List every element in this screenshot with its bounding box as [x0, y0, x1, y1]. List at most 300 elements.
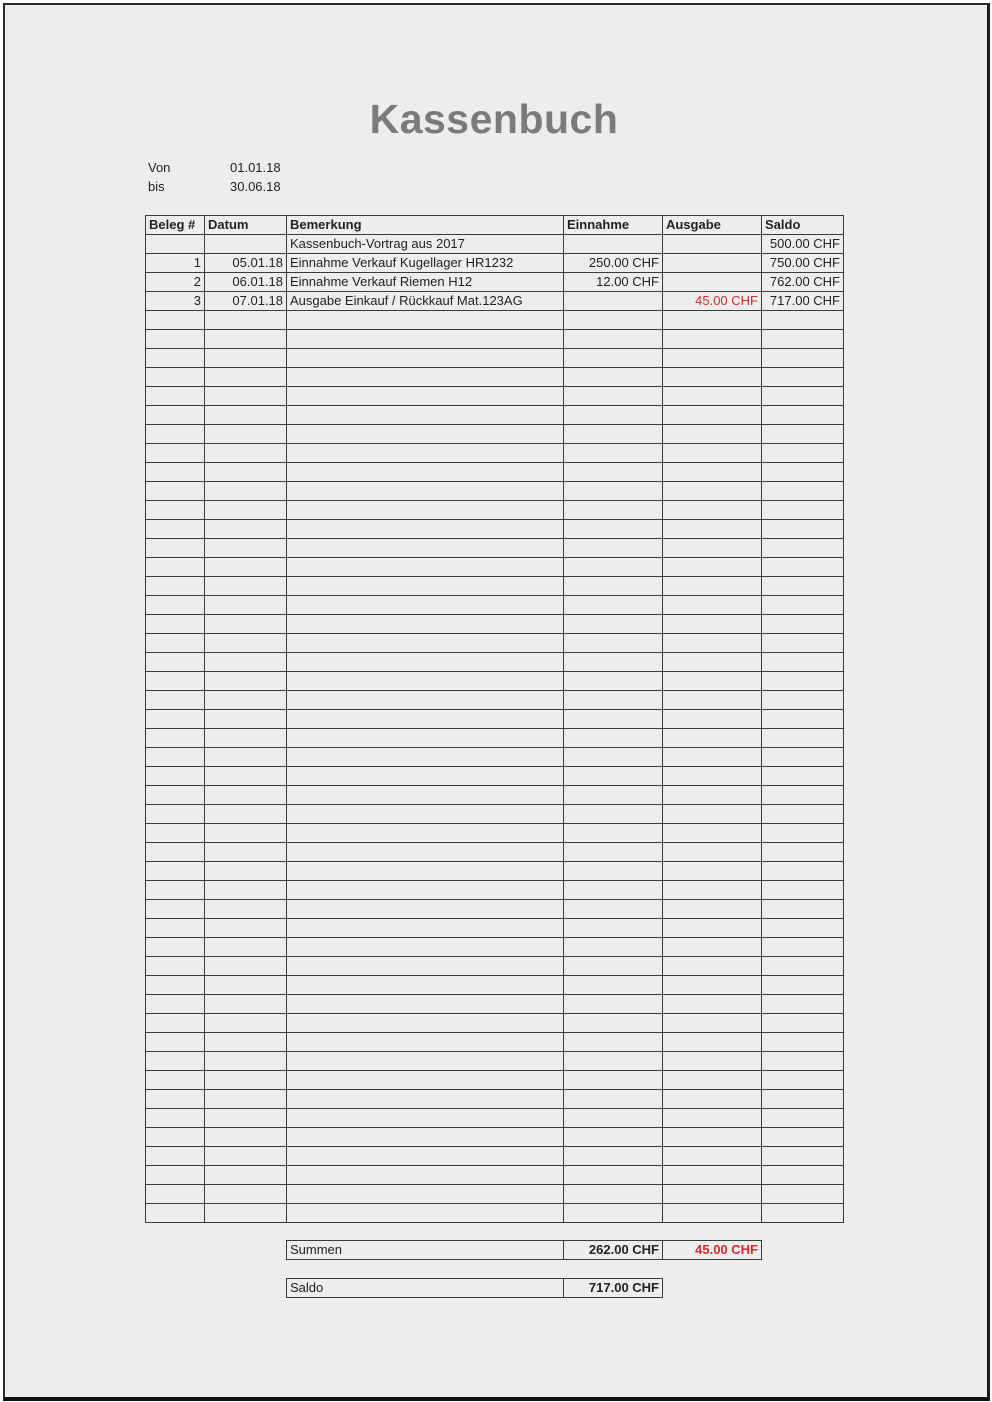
cell-beleg	[146, 406, 205, 425]
cell-saldo	[762, 1147, 844, 1166]
cell-datum	[205, 520, 287, 539]
cell-bemerkung: Ausgabe Einkauf / Rückkauf Mat.123AG	[287, 292, 564, 311]
cell-datum	[205, 1147, 287, 1166]
cell-datum	[205, 786, 287, 805]
empty-table-row	[146, 482, 844, 501]
cell-beleg	[146, 824, 205, 843]
cell-bemerkung	[287, 482, 564, 501]
cell-bemerkung	[287, 1147, 564, 1166]
cell-saldo	[762, 539, 844, 558]
cell-einnahme	[564, 843, 663, 862]
cell-beleg	[146, 1128, 205, 1147]
table-row	[146, 273, 844, 292]
cell-saldo	[762, 368, 844, 387]
cell-einnahme	[564, 349, 663, 368]
cell-bemerkung	[287, 786, 564, 805]
empty-table-row	[146, 1033, 844, 1052]
cell-bemerkung	[287, 634, 564, 653]
cell-beleg	[146, 843, 205, 862]
cell-beleg	[146, 1033, 205, 1052]
cell-einnahme	[564, 862, 663, 881]
empty-table-row	[146, 444, 844, 463]
empty-table-row	[146, 634, 844, 653]
empty-table-row	[146, 672, 844, 691]
cell-ausgabe	[663, 767, 762, 786]
cell-einnahme	[564, 653, 663, 672]
cell-ausgabe	[663, 938, 762, 957]
cell-bemerkung	[287, 425, 564, 444]
empty-table-row	[146, 843, 844, 862]
cell-datum	[205, 862, 287, 881]
cell-beleg	[146, 1090, 205, 1109]
empty-table-row	[146, 805, 844, 824]
cell-ausgabe	[663, 425, 762, 444]
cell-bemerkung	[287, 558, 564, 577]
cell-saldo	[762, 729, 844, 748]
cell-datum	[205, 919, 287, 938]
col-header-datum: Datum	[205, 216, 287, 235]
cell-beleg	[146, 539, 205, 558]
cell-saldo	[762, 881, 844, 900]
cell-saldo	[762, 786, 844, 805]
cell-ausgabe	[663, 1109, 762, 1128]
cell-einnahme	[564, 235, 663, 254]
cell-bemerkung	[287, 976, 564, 995]
cell-bemerkung	[287, 1109, 564, 1128]
cell-ausgabe	[663, 501, 762, 520]
cell-datum	[205, 1185, 287, 1204]
cell-datum	[205, 691, 287, 710]
cell-datum: 07.01.18	[205, 292, 287, 311]
cell-beleg	[146, 634, 205, 653]
cell-beleg	[146, 691, 205, 710]
cell-datum	[205, 1090, 287, 1109]
empty-table-row	[146, 615, 844, 634]
cell-bemerkung	[287, 710, 564, 729]
cell-ausgabe	[663, 786, 762, 805]
cell-datum	[205, 976, 287, 995]
cell-beleg	[146, 900, 205, 919]
cell-beleg	[146, 387, 205, 406]
cell-einnahme	[564, 368, 663, 387]
cell-beleg	[146, 235, 205, 254]
cell-bemerkung	[287, 938, 564, 957]
cell-einnahme	[564, 767, 663, 786]
cell-beleg	[146, 1166, 205, 1185]
cell-einnahme	[564, 539, 663, 558]
empty-table-row	[146, 1052, 844, 1071]
empty-table-row	[146, 919, 844, 938]
cell-einnahme	[564, 501, 663, 520]
cell-datum	[205, 843, 287, 862]
cell-saldo	[762, 615, 844, 634]
empty-table-row	[146, 349, 844, 368]
cell-ausgabe	[663, 596, 762, 615]
cell-datum	[205, 1033, 287, 1052]
cell-bemerkung	[287, 767, 564, 786]
cell-einnahme	[564, 995, 663, 1014]
cell-saldo	[762, 938, 844, 957]
cell-saldo	[762, 843, 844, 862]
cell-datum	[205, 235, 287, 254]
cell-ausgabe	[663, 691, 762, 710]
cell-ausgabe	[663, 615, 762, 634]
cell-saldo	[762, 1109, 844, 1128]
cell-beleg	[146, 995, 205, 1014]
empty-table-row	[146, 539, 844, 558]
cell-datum	[205, 881, 287, 900]
cell-saldo: 717.00 CHF	[762, 292, 844, 311]
cell-ausgabe	[663, 1185, 762, 1204]
empty-table-row	[146, 406, 844, 425]
cell-einnahme	[564, 463, 663, 482]
cell-einnahme	[564, 1014, 663, 1033]
empty-table-row	[146, 938, 844, 957]
cell-datum	[205, 995, 287, 1014]
cell-beleg	[146, 444, 205, 463]
cell-beleg	[146, 957, 205, 976]
cell-datum	[205, 539, 287, 558]
cell-beleg	[146, 729, 205, 748]
cell-saldo	[762, 634, 844, 653]
cell-datum	[205, 938, 287, 957]
cell-bemerkung	[287, 615, 564, 634]
cell-bemerkung	[287, 1128, 564, 1147]
cell-einnahme: 250.00 CHF	[564, 254, 663, 273]
empty-table-row	[146, 596, 844, 615]
summen-table	[286, 1240, 762, 1260]
cell-ausgabe	[663, 444, 762, 463]
ledger-table	[145, 215, 844, 1223]
cell-saldo	[762, 957, 844, 976]
table-row	[146, 292, 844, 311]
cell-ausgabe	[663, 1128, 762, 1147]
cell-beleg	[146, 1185, 205, 1204]
cell-bemerkung	[287, 881, 564, 900]
cell-einnahme	[564, 938, 663, 957]
empty-table-row	[146, 1014, 844, 1033]
cell-datum	[205, 311, 287, 330]
cell-einnahme	[564, 425, 663, 444]
col-header-saldo: Saldo	[762, 216, 844, 235]
empty-table-row	[146, 1109, 844, 1128]
cell-datum	[205, 1204, 287, 1223]
empty-table-row	[146, 520, 844, 539]
cell-bemerkung: Einnahme Verkauf Riemen H12	[287, 273, 564, 292]
cell-bemerkung	[287, 330, 564, 349]
saldo-row	[287, 1279, 663, 1298]
cell-ausgabe	[663, 311, 762, 330]
empty-table-row	[146, 1147, 844, 1166]
cell-saldo	[762, 1033, 844, 1052]
cell-einnahme	[564, 292, 663, 311]
cell-datum	[205, 653, 287, 672]
ledger-header-row	[146, 216, 844, 235]
cell-beleg	[146, 805, 205, 824]
cell-saldo	[762, 805, 844, 824]
cell-ausgabe	[663, 957, 762, 976]
cell-beleg	[146, 368, 205, 387]
empty-table-row	[146, 501, 844, 520]
cell-einnahme	[564, 710, 663, 729]
empty-table-row	[146, 976, 844, 995]
cell-datum: 06.01.18	[205, 273, 287, 292]
cell-beleg	[146, 349, 205, 368]
cell-saldo	[762, 672, 844, 691]
empty-table-row	[146, 824, 844, 843]
cell-datum	[205, 444, 287, 463]
cell-saldo: 750.00 CHF	[762, 254, 844, 273]
summen-row	[287, 1241, 762, 1260]
cell-beleg	[146, 881, 205, 900]
cell-ausgabe	[663, 1204, 762, 1223]
cell-bemerkung	[287, 919, 564, 938]
cell-datum	[205, 501, 287, 520]
cell-bemerkung	[287, 748, 564, 767]
cell-ausgabe	[663, 330, 762, 349]
cell-ausgabe	[663, 368, 762, 387]
cell-bemerkung	[287, 539, 564, 558]
cell-bemerkung	[287, 311, 564, 330]
cell-datum	[205, 1166, 287, 1185]
cell-saldo	[762, 444, 844, 463]
cell-saldo	[762, 558, 844, 577]
cell-ausgabe	[663, 862, 762, 881]
cell-ausgabe	[663, 1052, 762, 1071]
summen-ausgabe: 45.00 CHF	[663, 1241, 762, 1260]
cell-ausgabe	[663, 577, 762, 596]
cell-saldo	[762, 1128, 844, 1147]
cell-ausgabe	[663, 653, 762, 672]
cell-beleg	[146, 767, 205, 786]
cell-beleg: 1	[146, 254, 205, 273]
cell-beleg: 3	[146, 292, 205, 311]
cell-datum	[205, 425, 287, 444]
empty-table-row	[146, 1071, 844, 1090]
cell-saldo	[762, 501, 844, 520]
cell-ausgabe	[663, 1071, 762, 1090]
cell-bemerkung	[287, 501, 564, 520]
cell-saldo	[762, 577, 844, 596]
cell-saldo	[762, 463, 844, 482]
cell-datum	[205, 824, 287, 843]
cell-bemerkung	[287, 843, 564, 862]
cell-einnahme	[564, 1147, 663, 1166]
cell-saldo	[762, 691, 844, 710]
cell-bemerkung	[287, 900, 564, 919]
cell-ausgabe	[663, 919, 762, 938]
cell-datum	[205, 1109, 287, 1128]
cell-einnahme	[564, 577, 663, 596]
cell-beleg	[146, 1014, 205, 1033]
cell-einnahme	[564, 786, 663, 805]
cell-beleg	[146, 596, 205, 615]
table-row	[146, 235, 844, 254]
cell-einnahme	[564, 824, 663, 843]
cell-einnahme	[564, 729, 663, 748]
cell-bemerkung	[287, 805, 564, 824]
cell-bemerkung	[287, 824, 564, 843]
empty-table-row	[146, 463, 844, 482]
cell-datum	[205, 349, 287, 368]
cell-datum	[205, 463, 287, 482]
cell-bemerkung	[287, 349, 564, 368]
summen-label: Summen	[287, 1241, 564, 1260]
period-from-label: Von	[148, 160, 171, 175]
cell-saldo	[762, 1071, 844, 1090]
cell-bemerkung	[287, 577, 564, 596]
cell-einnahme	[564, 881, 663, 900]
cell-beleg	[146, 615, 205, 634]
cell-bemerkung: Kassenbuch-Vortrag aus 2017	[287, 235, 564, 254]
empty-table-row	[146, 881, 844, 900]
empty-table-row	[146, 368, 844, 387]
col-header-ausgabe: Ausgabe	[663, 216, 762, 235]
cell-saldo	[762, 824, 844, 843]
cell-einnahme	[564, 444, 663, 463]
cell-datum	[205, 1052, 287, 1071]
cell-einnahme	[564, 482, 663, 501]
period-to-label: bis	[148, 179, 165, 194]
cell-datum	[205, 957, 287, 976]
cell-ausgabe: 45.00 CHF	[663, 292, 762, 311]
cell-datum: 05.01.18	[205, 254, 287, 273]
cell-bemerkung	[287, 1166, 564, 1185]
cell-saldo	[762, 767, 844, 786]
cell-datum	[205, 368, 287, 387]
cell-ausgabe	[663, 482, 762, 501]
cell-einnahme	[564, 406, 663, 425]
empty-table-row	[146, 729, 844, 748]
cell-bemerkung	[287, 368, 564, 387]
cell-saldo: 500.00 CHF	[762, 235, 844, 254]
empty-table-row	[146, 710, 844, 729]
cell-datum	[205, 729, 287, 748]
cell-saldo	[762, 406, 844, 425]
cell-bemerkung	[287, 1014, 564, 1033]
empty-table-row	[146, 957, 844, 976]
cell-einnahme	[564, 615, 663, 634]
cell-bemerkung	[287, 444, 564, 463]
cell-saldo	[762, 1014, 844, 1033]
cell-ausgabe	[663, 558, 762, 577]
cell-einnahme	[564, 1052, 663, 1071]
cell-einnahme	[564, 1090, 663, 1109]
cell-einnahme	[564, 672, 663, 691]
cell-bemerkung	[287, 406, 564, 425]
cell-ausgabe	[663, 995, 762, 1014]
cell-saldo	[762, 653, 844, 672]
cell-saldo	[762, 1185, 844, 1204]
cell-ausgabe	[663, 539, 762, 558]
empty-table-row	[146, 330, 844, 349]
cell-saldo	[762, 349, 844, 368]
cell-bemerkung	[287, 691, 564, 710]
cell-saldo	[762, 1052, 844, 1071]
cell-datum	[205, 748, 287, 767]
cell-bemerkung	[287, 862, 564, 881]
cell-ausgabe	[663, 976, 762, 995]
cell-ausgabe	[663, 805, 762, 824]
cell-datum	[205, 406, 287, 425]
saldo-label: Saldo	[287, 1279, 564, 1298]
empty-table-row	[146, 653, 844, 672]
cell-beleg	[146, 938, 205, 957]
cell-beleg	[146, 748, 205, 767]
cell-saldo: 762.00 CHF	[762, 273, 844, 292]
cell-ausgabe	[663, 254, 762, 273]
cell-bemerkung	[287, 387, 564, 406]
cell-beleg	[146, 501, 205, 520]
cell-bemerkung	[287, 1185, 564, 1204]
cell-saldo	[762, 748, 844, 767]
cell-ausgabe	[663, 406, 762, 425]
cell-beleg	[146, 786, 205, 805]
cell-einnahme	[564, 805, 663, 824]
cell-datum	[205, 1128, 287, 1147]
cell-beleg	[146, 1071, 205, 1090]
cell-ausgabe	[663, 729, 762, 748]
cell-ausgabe	[663, 748, 762, 767]
cell-bemerkung	[287, 1090, 564, 1109]
cell-einnahme	[564, 1166, 663, 1185]
cell-ausgabe	[663, 387, 762, 406]
cell-beleg	[146, 1204, 205, 1223]
empty-table-row	[146, 748, 844, 767]
cell-ausgabe	[663, 843, 762, 862]
cell-ausgabe	[663, 1033, 762, 1052]
col-header-beleg: Beleg #	[146, 216, 205, 235]
col-header-bemerkung: Bemerkung	[287, 216, 564, 235]
cell-beleg: 2	[146, 273, 205, 292]
cell-ausgabe	[663, 235, 762, 254]
cell-beleg	[146, 1052, 205, 1071]
empty-table-row	[146, 558, 844, 577]
cell-einnahme	[564, 691, 663, 710]
cell-beleg	[146, 710, 205, 729]
cell-datum	[205, 330, 287, 349]
cell-bemerkung	[287, 957, 564, 976]
cell-einnahme	[564, 1128, 663, 1147]
cell-saldo	[762, 1204, 844, 1223]
cell-ausgabe	[663, 1147, 762, 1166]
cell-einnahme	[564, 596, 663, 615]
cell-beleg	[146, 976, 205, 995]
cell-bemerkung	[287, 1204, 564, 1223]
empty-table-row	[146, 862, 844, 881]
cell-beleg	[146, 425, 205, 444]
cell-beleg	[146, 311, 205, 330]
cell-einnahme: 12.00 CHF	[564, 273, 663, 292]
cell-beleg	[146, 577, 205, 596]
cell-datum	[205, 482, 287, 501]
cell-beleg	[146, 520, 205, 539]
cell-einnahme	[564, 1033, 663, 1052]
cell-ausgabe	[663, 1014, 762, 1033]
cell-datum	[205, 596, 287, 615]
cell-ausgabe	[663, 520, 762, 539]
cell-ausgabe	[663, 1090, 762, 1109]
empty-table-row	[146, 691, 844, 710]
cell-saldo	[762, 862, 844, 881]
cell-ausgabe	[663, 881, 762, 900]
cell-datum	[205, 387, 287, 406]
cell-einnahme	[564, 520, 663, 539]
col-header-einnahme: Einnahme	[564, 216, 663, 235]
cell-einnahme	[564, 919, 663, 938]
cell-ausgabe	[663, 273, 762, 292]
cell-bemerkung	[287, 596, 564, 615]
